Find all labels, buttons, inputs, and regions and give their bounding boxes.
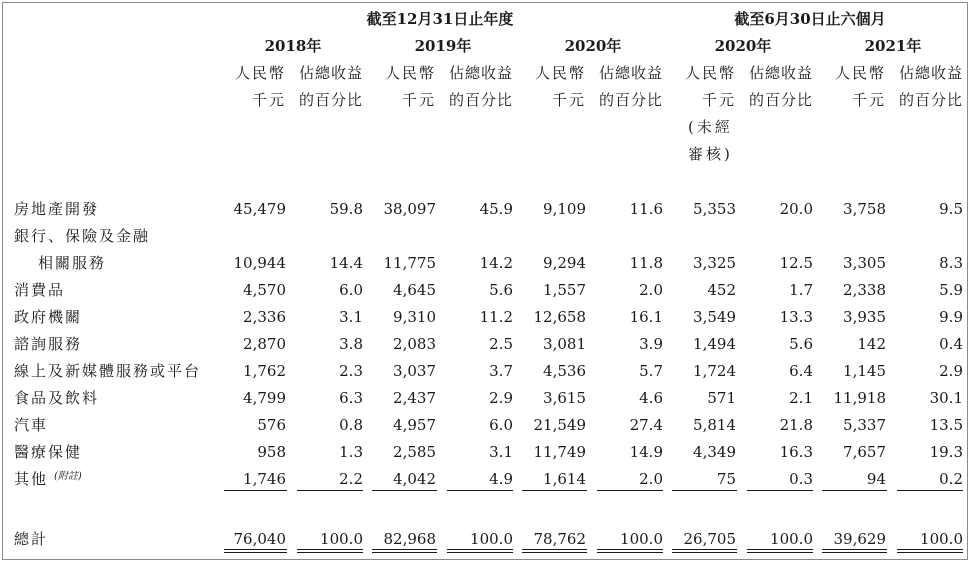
percent-cell: 2.5 [489, 335, 513, 353]
percent-cell: 3.1 [339, 308, 363, 326]
amount-cell: 1,145 [843, 362, 886, 380]
total-amount: 82,968 [383, 530, 436, 548]
percent-cell: 5.6 [489, 281, 513, 299]
amount-cell: 1,494 [693, 335, 736, 353]
header-thousand: 千元 [851, 91, 886, 109]
total-percent: 100.0 [320, 530, 363, 548]
total-double-underline [747, 552, 813, 553]
amount-cell: 3,081 [543, 335, 586, 353]
header-year: 2021年 [864, 37, 922, 55]
percent-cell: 2.3 [339, 362, 363, 380]
total-double-underline [372, 549, 437, 550]
amount-cell: 1,746 [243, 470, 286, 488]
row-label: 銀行、保險及金融 [14, 227, 151, 245]
header-year: 2020年 [564, 37, 622, 55]
amount-cell: 2,083 [393, 335, 436, 353]
row-label: 消費品 [14, 281, 66, 299]
subtotal-underline [224, 490, 287, 491]
percent-cell: 11.8 [629, 254, 663, 272]
percent-cell: 6.0 [339, 281, 363, 299]
total-percent: 100.0 [920, 530, 963, 548]
amount-cell: 5,337 [843, 416, 886, 434]
amount-cell: 4,645 [393, 281, 436, 299]
percent-cell: 11.2 [479, 308, 513, 326]
header-six-months: 截至6月30日止六個月 [734, 10, 886, 28]
total-double-underline [224, 552, 287, 553]
subtotal-underline [597, 490, 663, 491]
amount-cell: 2,870 [243, 335, 286, 353]
percent-cell: 4.9 [489, 470, 513, 488]
amount-cell: 2,338 [843, 281, 886, 299]
percent-cell: 3.9 [639, 335, 663, 353]
percent-cell: 6.0 [489, 416, 513, 434]
amount-cell: 4,349 [693, 443, 736, 461]
percent-cell: 16.1 [629, 308, 663, 326]
amount-cell: 3,037 [393, 362, 436, 380]
amount-cell: 1,724 [693, 362, 736, 380]
percent-cell: 2.2 [339, 470, 363, 488]
amount-cell: 2,585 [393, 443, 436, 461]
header-thousand: 千元 [401, 91, 436, 109]
percent-cell: 2.0 [639, 470, 663, 488]
row-label-cont: 相關服務 [38, 254, 107, 272]
total-double-underline [447, 552, 513, 553]
percent-cell: 2.1 [789, 389, 813, 407]
header-rmb: 人民幣 [684, 64, 736, 82]
percent-cell: 19.3 [929, 443, 963, 461]
header-pct: 佔總收益 [898, 64, 963, 82]
amount-cell: 4,957 [393, 416, 436, 434]
percent-cell: 14.4 [329, 254, 363, 272]
percent-cell: 0.3 [789, 470, 813, 488]
amount-cell: 4,570 [243, 281, 286, 299]
amount-cell: 1,762 [243, 362, 286, 380]
amount-cell: 958 [257, 443, 286, 461]
amount-cell: 576 [257, 416, 286, 434]
header-pct: 的百分比 [298, 91, 363, 109]
amount-cell: 452 [707, 281, 736, 299]
percent-cell: 5.6 [789, 335, 813, 353]
amount-cell: 5,814 [693, 416, 736, 434]
row-label: 汽車 [14, 416, 49, 434]
row-label: 其他 [14, 470, 49, 488]
amount-cell: 3,935 [843, 308, 886, 326]
header-year: 2019年 [414, 37, 472, 55]
amount-cell: 75 [716, 470, 736, 488]
percent-cell: 30.1 [929, 389, 963, 407]
total-double-underline [747, 549, 813, 550]
header-year: 2020年 [714, 37, 772, 55]
percent-cell: 9.5 [939, 200, 963, 218]
header-thousand: 千元 [701, 91, 736, 109]
header-rmb: 人民幣 [384, 64, 436, 82]
amount-cell: 2,437 [393, 389, 436, 407]
percent-cell: 3.1 [489, 443, 513, 461]
header-pct: 的百分比 [898, 91, 963, 109]
percent-cell: 0.8 [339, 416, 363, 434]
total-double-underline [897, 552, 963, 553]
amount-cell: 2,336 [243, 308, 286, 326]
amount-cell: 571 [707, 389, 736, 407]
percent-cell: 2.9 [489, 389, 513, 407]
percent-cell: 4.6 [639, 389, 663, 407]
total-double-underline [372, 552, 437, 553]
amount-cell: 9,310 [393, 308, 436, 326]
header-thousand: 千元 [551, 91, 586, 109]
total-double-underline [522, 549, 587, 550]
subtotal-underline [522, 490, 587, 491]
header-pct: 的百分比 [748, 91, 813, 109]
percent-cell: 20.0 [779, 200, 813, 218]
amount-cell: 3,615 [543, 389, 586, 407]
header-rmb: 人民幣 [534, 64, 586, 82]
subtotal-underline [747, 490, 813, 491]
row-label: 房地產開發 [14, 200, 100, 218]
percent-cell: 2.9 [939, 362, 963, 380]
subtotal-underline [822, 490, 887, 491]
subtotal-underline [372, 490, 437, 491]
row-note: (附註) [54, 471, 82, 482]
percent-cell: 13.5 [929, 416, 963, 434]
header-pct: 佔總收益 [748, 64, 813, 82]
percent-cell: 45.9 [479, 200, 513, 218]
total-double-underline [897, 549, 963, 550]
subtotal-underline [297, 490, 363, 491]
total-double-underline [224, 549, 287, 550]
amount-cell: 4,536 [543, 362, 586, 380]
percent-cell: 9.9 [939, 308, 963, 326]
row-label: 政府機關 [14, 308, 83, 326]
amount-cell: 9,109 [543, 200, 586, 218]
amount-cell: 5,353 [693, 200, 736, 218]
percent-cell: 21.8 [779, 416, 813, 434]
amount-cell: 11,749 [533, 443, 586, 461]
header-pct: 佔總收益 [298, 64, 363, 82]
header-rmb: 人民幣 [834, 64, 886, 82]
total-amount: 39,629 [833, 530, 886, 548]
total-double-underline [822, 552, 887, 553]
amount-cell: 3,305 [843, 254, 886, 272]
header-thousand: 千元 [251, 91, 286, 109]
header-year: 2018年 [264, 37, 322, 55]
amount-cell: 4,799 [243, 389, 286, 407]
row-label: 線上及新媒體服務或平台 [14, 362, 202, 380]
row-label: 諮詢服務 [14, 335, 83, 353]
percent-cell: 16.3 [779, 443, 813, 461]
subtotal-underline [447, 490, 513, 491]
total-label: 總計 [14, 530, 49, 548]
total-double-underline [597, 549, 663, 550]
amount-cell: 11,775 [383, 254, 436, 272]
total-amount: 26,705 [683, 530, 736, 548]
total-percent: 100.0 [620, 530, 663, 548]
amount-cell: 1,614 [543, 470, 586, 488]
total-double-underline [672, 552, 737, 553]
percent-cell: 6.3 [339, 389, 363, 407]
total-double-underline [447, 549, 513, 550]
percent-cell: 3.7 [489, 362, 513, 380]
amount-cell: 3,758 [843, 200, 886, 218]
percent-cell: 13.3 [779, 308, 813, 326]
amount-cell: 21,549 [533, 416, 586, 434]
header-pct: 的百分比 [598, 91, 663, 109]
header-pct: 佔總收益 [448, 64, 513, 82]
header-unaudited: 審核) [688, 145, 733, 163]
amount-cell: 3,549 [693, 308, 736, 326]
amount-cell: 7,657 [843, 443, 886, 461]
percent-cell: 2.0 [639, 281, 663, 299]
percent-cell: 5.9 [939, 281, 963, 299]
header-pct: 的百分比 [448, 91, 513, 109]
percent-cell: 0.4 [939, 335, 963, 353]
total-double-underline [297, 552, 363, 553]
header-year-end: 截至12月31日止年度 [366, 10, 514, 28]
header-pct: 佔總收益 [598, 64, 663, 82]
amount-cell: 1,557 [543, 281, 586, 299]
amount-cell: 142 [857, 335, 886, 353]
subtotal-underline [897, 490, 963, 491]
percent-cell: 6.4 [789, 362, 813, 380]
subtotal-underline [672, 490, 737, 491]
amount-cell: 94 [866, 470, 886, 488]
total-amount: 78,762 [533, 530, 586, 548]
total-percent: 100.0 [770, 530, 813, 548]
percent-cell: 0.2 [939, 470, 963, 488]
percent-cell: 59.8 [329, 200, 363, 218]
amount-cell: 38,097 [383, 200, 436, 218]
percent-cell: 27.4 [629, 416, 663, 434]
percent-cell: 11.6 [629, 200, 663, 218]
total-double-underline [297, 549, 363, 550]
row-label: 醫療保健 [14, 443, 83, 461]
percent-cell: 14.9 [629, 443, 663, 461]
percent-cell: 12.5 [779, 254, 813, 272]
header-unaudited: (未經 [688, 118, 733, 136]
header-rmb: 人民幣 [234, 64, 286, 82]
amount-cell: 11,918 [833, 389, 886, 407]
amount-cell: 12,658 [533, 308, 586, 326]
total-double-underline [822, 549, 887, 550]
row-label: 食品及飲料 [14, 389, 100, 407]
percent-cell: 3.8 [339, 335, 363, 353]
percent-cell: 8.3 [939, 254, 963, 272]
total-amount: 76,040 [233, 530, 286, 548]
amount-cell: 3,325 [693, 254, 736, 272]
total-double-underline [672, 549, 737, 550]
amount-cell: 9,294 [543, 254, 586, 272]
percent-cell: 14.2 [479, 254, 513, 272]
amount-cell: 4,042 [393, 470, 436, 488]
percent-cell: 1.7 [789, 281, 813, 299]
amount-cell: 10,944 [233, 254, 286, 272]
total-double-underline [522, 552, 587, 553]
percent-cell: 5.7 [639, 362, 663, 380]
total-percent: 100.0 [470, 530, 513, 548]
percent-cell: 1.3 [339, 443, 363, 461]
amount-cell: 45,479 [233, 200, 286, 218]
total-double-underline [597, 552, 663, 553]
